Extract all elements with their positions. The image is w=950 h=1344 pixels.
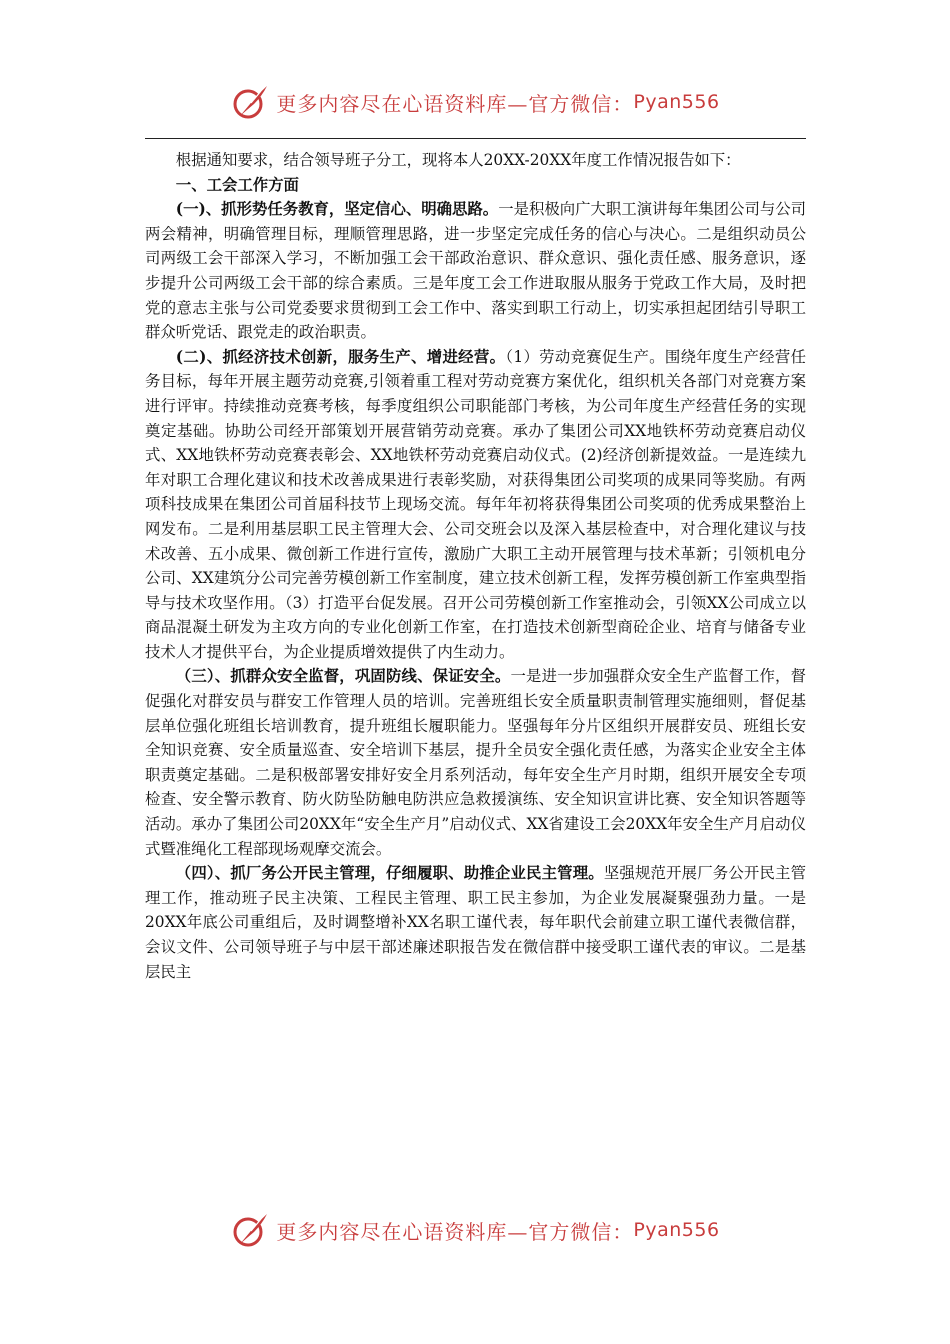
item-3-body: 一是进一步加强群众安全生产监督工作，督促强化对群安员与群安工作管理人员的培训。完善班组长安全质量职责制管理实施细则，督促基层单位强化班组长培训教育，提升班组长履职能力。坚强每年分片区组织开展群安员、班组长安全知识竞赛、安全质量巡查、安全培训下基层，提升全员安全强化责任感，为落实企业安全主体职责奠定基础。二是积极部署安排好安全月系列活动，每年安全生产月时期，组织开展安全专项检查、安全警示教育、防火防坠防触电防洪应急救援演练、安全知识宣讲比赛、安全知识答题等活动。承办了集团公司20XX年“安全生产月”启动仪式、XX省建设工会20XX年安全生产月启动仪式暨准绳化工程部现场观摩交流会。	[145, 667, 806, 858]
document-body	[145, 148, 806, 984]
watermark-text: 更多内容尽在心语资料库—官方微信：	[276, 1219, 634, 1244]
intro-paragraph: 根据通知要求，结合领导班子分工，现将本人20XX-20XX年度工作情况报告如下：	[175, 151, 741, 169]
watermark-banner-bottom	[0, 1208, 950, 1252]
watermark-banner-top	[0, 80, 950, 124]
item-1-heading: (一)、抓形势任务教育，坚定信心、明确思路。	[175, 200, 499, 219]
section-heading: 一、工会工作方面	[175, 175, 299, 194]
paragraph-item-1	[145, 197, 806, 345]
watermark-text: 更多内容尽在心语资料库—官方微信：	[276, 91, 634, 116]
item-4-body: 坚强规范开展厂务公开民主管理工作，推动班子民主决策、工程民主管理、职工民主参加，为企业发展凝聚强劲力量。一是20XX年底公司重组后，及时调整增补XX名职工谨代表，每年职代会前建立职工谨代表微信群，会议文件、公司领导班子与中层干部述廉述职报告发在微信群中接受职工谨代表的审议。二是基层民主	[145, 864, 806, 981]
watermark-wechat-id: Pyan556	[633, 1219, 720, 1241]
item-3-heading: （三）、抓群众安全监督，巩固防线、保证安全。	[175, 667, 511, 686]
feather-logo-icon	[230, 1210, 270, 1250]
paragraph-item-4	[145, 861, 806, 984]
watermark-wechat-id: Pyan556	[633, 91, 720, 113]
item-4-heading: （四）、抓厂务公开民主管理，仔细履职、助推企业民主管理。	[175, 864, 604, 883]
paragraph-item-3	[145, 664, 806, 861]
paragraph-item-2	[145, 345, 806, 665]
item-2-heading: (二)、抓经济技术创新，服务生产、增进经营。	[175, 347, 506, 366]
item-2-body: （1）劳动竞赛促生产。围绕年度生产经营任务目标，每年开展主题劳动竞赛,引领着重工程对劳动竞赛方案优化，组织机关各部门对竞赛方案进行评审。持续推动竞赛考核，每季度组织公司职能部门考核，为公司年度生产经营任务的实现奠定基础。协助公司经开部策划开展营销劳动竞赛。承办了集团公司XX地铁杯劳动竞赛启动仪式、XX地铁杯劳动竞赛表彰会、XX地铁杯劳动竞赛启动仪式。(2)经济创新提效益。一是连续九年对职工合理化建议和技术改善成果进行表彰奖励，对获得集团公司奖项的成果同等奖励。有两项科技成果在集团公司首届科技节上现场交流。每年年初将获得集团公司奖项的优秀成果整治上网发布。二是利用基层职工民主管理大会、公司交班会以及深入基层检查中，对合理化建议与技术改善、五小成果、微创新工作进行宣传，激励广大职工主动开展管理与技术革新；引领机电分公司、XX建筑分公司完善劳模创新工作室制度，建立技术创新工程，发挥劳模创新工作室典型指导与技术攻坚作用。（3）打造平台促发展。召开公司劳模创新工作室推动会，引领XX公司成立以商品混凝土研发为主攻方向的专业化创新工作室，在打造技术创新型商砼企业、培育与储备专业技术人才提供平台，为企业提质增效提供了内生动力。	[145, 347, 806, 661]
item-1-body: 一是积极向广大职工演讲每年集团公司与公司两会精神，明确管理目标，理顺管理思路，进一步坚定完成任务的信心与决心。二是组织动员公司两级工会干部深入学习，不断加强工会干部政治意识、群众意识、强化责任感、服务意识，逐步提升公司两级工会干部的综合素质。三是年度工会工作进取服从服务于党政工作大局，及时把党的意志主张与公司党委要求贯彻到工会工作中、落实到职工行动上，切实承担起团结引导职工群众听党话、跟党走的政治职责。	[145, 200, 807, 342]
feather-logo-icon	[230, 82, 270, 122]
header-rule	[145, 138, 806, 139]
